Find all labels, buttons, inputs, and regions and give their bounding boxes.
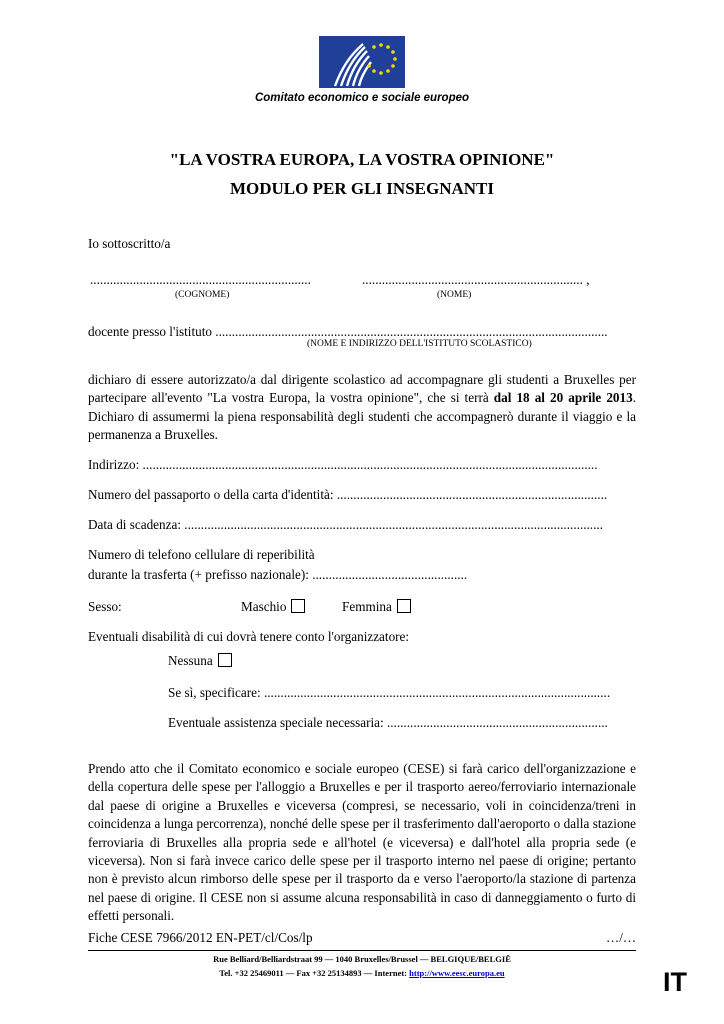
- address-field[interactable]: Indirizzo: ..........................................................................................................................................: [88, 457, 598, 472]
- footer-address: Rue Belliard/Belliardstraat 99 — 1040 Bruxelles/Brussel — BELGIQUE/BELGIË: [213, 954, 511, 964]
- none-option: Nessuna: [168, 653, 232, 669]
- male-option: Maschio: [241, 599, 305, 615]
- disability-question: Eventuali disabilità di cui dovrà tenere conto l'organizzatore:: [88, 629, 410, 644]
- female-checkbox[interactable]: [397, 599, 411, 613]
- assistance-field[interactable]: Eventuale assistenza speciale necessaria: ...................................................................: [168, 715, 608, 730]
- surname-caption: (COGNOME): [175, 290, 230, 300]
- female-option: Femmina: [342, 599, 411, 615]
- passport-field[interactable]: Numero del passaporto o della carta d'identità: ..................................................................................: [88, 487, 608, 502]
- male-checkbox[interactable]: [291, 599, 305, 613]
- phone-label: Numero di telefono cellulare di reperibilità: [88, 547, 315, 562]
- declaration-paragraph: dichiaro di essere autorizzato/a dal dirigente scolastico ad accompagnare gli studenti a Bruxelles per partecipare all'evento "La vostra Europa, la vostra opinione", che si terrà dal 18 al 20 aprile 2013. Dichiaro di assumermi la piena responsabilità degli studenti che accompagnerò durante il viaggio e la permanenza a Bruxelles.: [88, 372, 636, 443]
- footer-divider: [88, 950, 636, 951]
- event-dates: dal 18 al 20 aprile 2013: [493, 390, 633, 406]
- school-field[interactable]: docente presso l'istituto .......................................................................................................................: [88, 324, 608, 339]
- surname-field[interactable]: ...................................................................: [90, 272, 311, 287]
- none-checkbox[interactable]: [218, 653, 232, 667]
- intro-text: Io sottoscritto/a: [88, 236, 171, 251]
- eesc-logo: [319, 36, 405, 88]
- phone-field[interactable]: durante la trasferta (+ prefisso nazionale): ...............................................: [88, 567, 468, 582]
- organization-name: Comitato economico e sociale europeo: [254, 92, 470, 104]
- continuation-mark: …/…: [606, 930, 637, 945]
- expiry-date-field[interactable]: Data di scadenza: ...............................................................................................................................: [88, 517, 603, 532]
- page-title: "LA VOSTRA EUROPA, LA VOSTRA OPINIONE": [169, 150, 555, 169]
- footer-contact: Tel. +32 25469011 — Fax +32 25134893 — Internet: http://www.eesc.europa.eu: [219, 968, 505, 978]
- page-subtitle: MODULO PER GLI INSEGNANTI: [229, 179, 494, 198]
- name-field[interactable]: ................................................................... ,: [362, 272, 590, 287]
- website-link[interactable]: http://www.eesc.europa.eu: [409, 968, 505, 978]
- sex-label: Sesso:: [88, 599, 122, 614]
- specify-field[interactable]: Se sì, specificare: .........................................................................................................: [168, 685, 611, 700]
- notice-paragraph: Prendo atto che il Comitato economico e sociale europeo (CESE) si farà carico dell'organizzazione e della copertura delle spese per l'alloggio a Bruxelles e per il trasporto aereo/ferroviario internazionale dal paese di origine a Bruxelles e viceversa (compresi, se necessario, voli in coincidenza/treni in coincidenza a lunga percorrenza), nonché delle spese per il trasferimento dall'aeroporto o dalla stazione ferroviaria di Bruxelles alla propria sede e all'hotel (e viceversa) e dall'hotel alla propria sede (e viceversa). Non si farà invece carico delle spese per il trasporto interno nel paese di origine; pertanto non è previsto alcun rimborso delle spese per il trasporto da e verso l'aeroporto/la stazione di partenza nel paese di origine. Il CESE non si assume alcuna responsabilità in caso di danneggiamento o furto di effetti personali.: [88, 761, 636, 924]
- document-reference: Fiche CESE 7966/2012 EN-PET/cl/Cos/lp: [88, 930, 313, 945]
- school-caption: (NOME E INDIRIZZO DELL'ISTITUTO SCOLASTICO): [307, 339, 532, 349]
- name-caption: (NOME): [437, 290, 472, 300]
- language-code: IT: [663, 967, 687, 997]
